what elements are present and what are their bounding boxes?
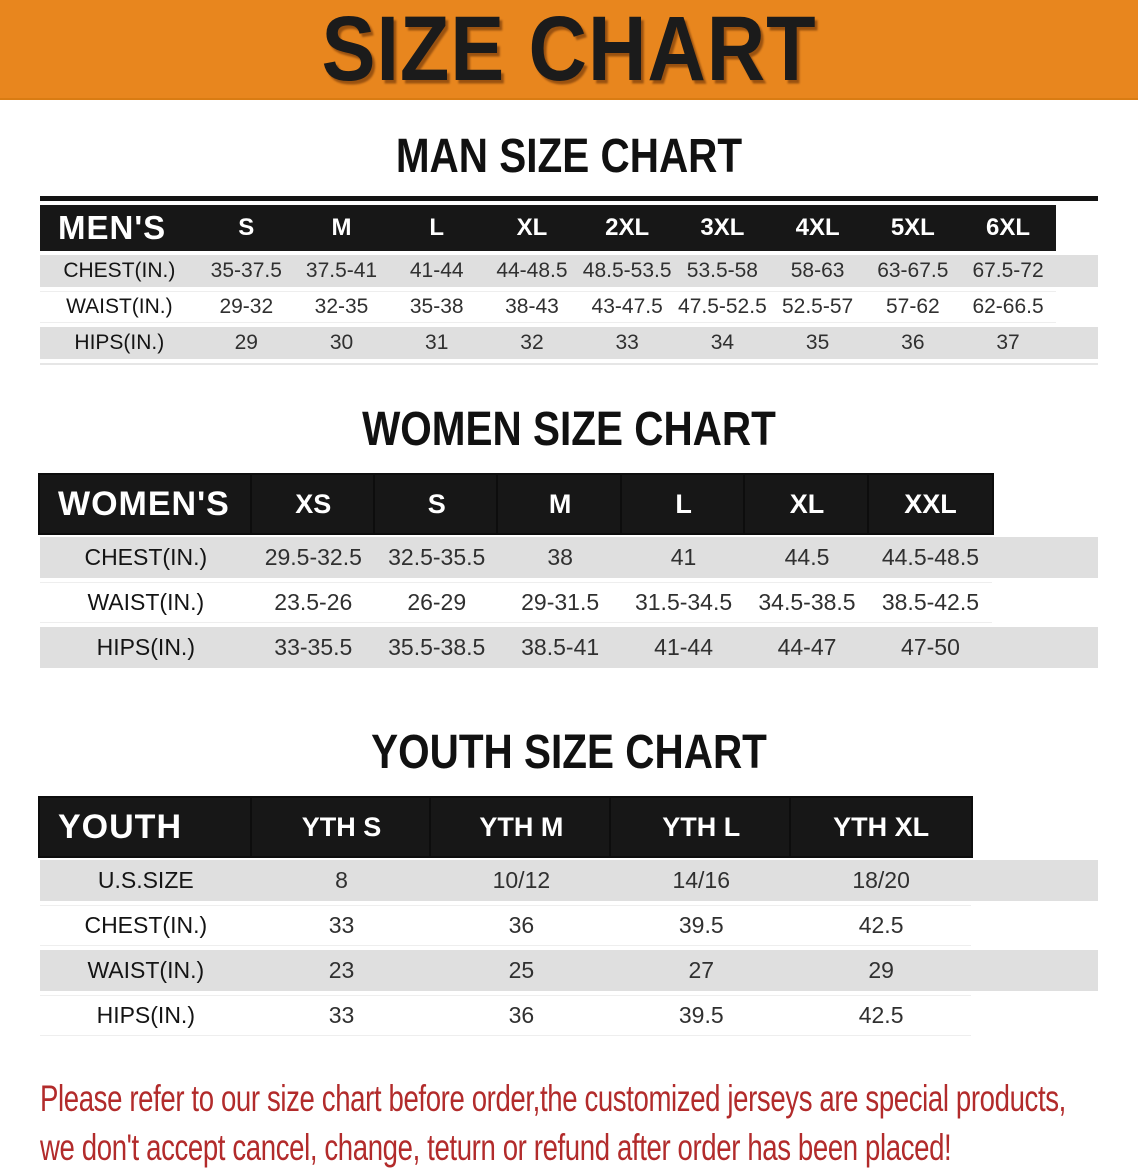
size-column-header: YTH M [431,798,611,856]
size-value-cell: 33 [615,331,639,354]
size-column-header: M [294,205,389,251]
size-value-cell: 23 [328,957,355,983]
spacer-cell [971,905,1098,946]
row-label: WAIST(IN.) [40,582,252,623]
size-value-cell: 32.5-35.5 [388,544,486,570]
row-label: HIPS(IN.) [96,634,195,660]
measurement-row [40,291,1098,323]
row-label: WAIST(IN.) [40,291,199,323]
size-value-cell: 29-31.5 [498,582,621,623]
row-label: CHEST(IN.) [40,905,252,946]
spacer-cell [992,475,1098,533]
spacer-cell [971,950,1098,991]
size-value-cell: 37.5-41 [305,259,378,282]
size-value-cell: 39.5 [611,995,791,1036]
size-value-cell: 35.5-38.5 [388,634,486,660]
size-value-cell: 29 [868,957,894,983]
measurement-row [40,255,1098,287]
women-size-table [40,471,1098,672]
measurement-row [40,627,1098,668]
size-column-header: XS [252,475,375,533]
size-value-cell: 35-37.5 [210,259,282,282]
size-chart-banner [0,0,1138,100]
women-section-heading: WOMEN SIZE CHART [362,400,776,456]
size-value-cell: 23.5-26 [252,582,375,623]
size-value-cell: 37 [996,331,1020,354]
size-value-cell: 41-44 [654,634,713,660]
size-value-cell: 41-44 [409,259,464,282]
size-column-header: 6XL [960,205,1055,251]
men-size-section [0,128,1138,365]
size-header-row [40,205,1098,251]
size-value-cell: 29-32 [199,291,294,323]
size-value-cell: 34.5-38.5 [745,582,868,623]
youth-size-section [0,724,1138,1040]
page-title: SIZE CHART [321,0,817,100]
size-column-header: S [199,205,294,251]
men-section-heading: MAN SIZE CHART [395,127,743,183]
row-label: HIPS(IN.) [40,995,252,1036]
size-value-cell: 63-67.5 [877,259,949,282]
men-size-table [40,196,1098,365]
size-value-cell: 10/12 [492,867,551,893]
measurement-row [40,860,1098,901]
size-value-cell: 32-35 [294,291,389,323]
size-column-header: 2XL [580,205,675,251]
size-value-cell: 38-43 [484,291,579,323]
measurement-row [40,905,1098,946]
size-value-cell: 33 [252,995,432,1036]
spacer-cell [992,537,1098,578]
size-value-cell: 31 [425,331,449,354]
spacer-cell [1056,255,1098,287]
spacer-cell [992,627,1098,668]
size-value-cell: 14/16 [672,867,731,893]
disclaimer-text: Please refer to our size chart before order,the customized jerseys are special products, we don't accept cancel, change, teturn or refund after order has been placed! [40,1078,1066,1168]
size-header-row [40,475,1098,533]
measurement-row [40,327,1098,359]
size-value-cell: 38 [547,544,573,570]
spacer-cell [971,995,1098,1036]
youth-section-heading: YOUTH SIZE CHART [371,723,767,779]
size-column-header: L [622,475,745,533]
size-column-header: YTH L [611,798,791,856]
row-label: CHEST(IN.) [84,544,208,570]
row-label: CHEST(IN.) [63,259,176,282]
women-size-section [0,401,1138,672]
size-column-header: M [498,475,621,533]
youth-size-table [40,794,1098,1040]
row-label: U.S.SIZE [97,867,194,893]
measurement-row [40,537,1098,578]
size-value-cell: 42.5 [791,995,971,1036]
size-column-header: 5XL [865,205,960,251]
size-value-cell: 53.5-58 [686,259,758,282]
table-title-cell: MEN'S [40,205,199,251]
size-value-cell: 58-63 [790,259,845,282]
size-value-cell: 42.5 [791,905,971,946]
table-title-cell: WOMEN'S [40,475,252,533]
size-value-cell: 47.5-52.5 [675,291,770,323]
size-value-cell: 35 [805,331,830,354]
size-value-cell: 67.5-72 [972,259,1044,282]
spacer-cell [1056,327,1098,359]
spacer-cell [1056,291,1098,323]
row-label: WAIST(IN.) [87,957,205,983]
spacer-cell [971,798,1098,856]
size-value-cell: 18/20 [852,867,910,893]
measurement-row [40,950,1098,991]
size-value-cell: 27 [688,957,715,983]
size-value-cell: 8 [335,867,348,893]
order-disclaimer [40,1074,1138,1172]
size-value-cell: 44.5 [784,544,830,570]
size-value-cell: 31.5-34.5 [622,582,745,623]
size-value-cell: 36 [431,995,611,1036]
size-column-header: S [375,475,498,533]
size-value-cell: 39.5 [611,905,791,946]
size-column-header: 3XL [675,205,770,251]
spacer-cell [971,860,1098,901]
size-value-cell: 43-47.5 [580,291,675,323]
size-column-header: XXL [869,475,993,533]
size-value-cell: 38.5-42.5 [869,582,993,623]
size-value-cell: 47-50 [901,634,960,660]
size-value-cell: 34 [710,331,735,354]
size-column-header: XL [745,475,868,533]
size-value-cell: 44-47 [777,634,837,660]
size-value-cell: 35-38 [389,291,484,323]
size-value-cell: 44.5-48.5 [881,544,980,570]
size-column-header: YTH XL [791,798,971,856]
size-value-cell: 62-66.5 [960,291,1055,323]
spacer-cell [992,582,1098,623]
size-value-cell: 41 [670,544,697,570]
size-column-header: YTH S [252,798,432,856]
size-column-header: 4XL [770,205,865,251]
size-value-cell: 26-29 [375,582,498,623]
size-header-row [40,798,1098,856]
size-value-cell: 32 [520,331,544,354]
spacer-cell [1056,205,1098,251]
size-value-cell: 57-62 [865,291,960,323]
measurement-row [40,582,1098,623]
size-value-cell: 38.5-41 [521,634,600,660]
size-value-cell: 33 [252,905,432,946]
size-value-cell: 36 [901,331,925,354]
size-value-cell: 48.5-53.5 [582,259,672,282]
size-value-cell: 25 [508,957,535,983]
size-value-cell: 33-35.5 [274,634,353,660]
size-value-cell: 29.5-32.5 [264,544,362,570]
size-column-header: L [389,205,484,251]
measurement-row [40,995,1098,1036]
size-value-cell: 29 [234,331,258,354]
table-title-cell: YOUTH [40,798,252,856]
size-value-cell: 44-48.5 [496,259,568,282]
size-column-header: XL [484,205,579,251]
size-value-cell: 52.5-57 [770,291,865,323]
size-value-cell: 30 [329,331,354,354]
size-value-cell: 36 [431,905,611,946]
row-label: HIPS(IN.) [74,331,165,354]
